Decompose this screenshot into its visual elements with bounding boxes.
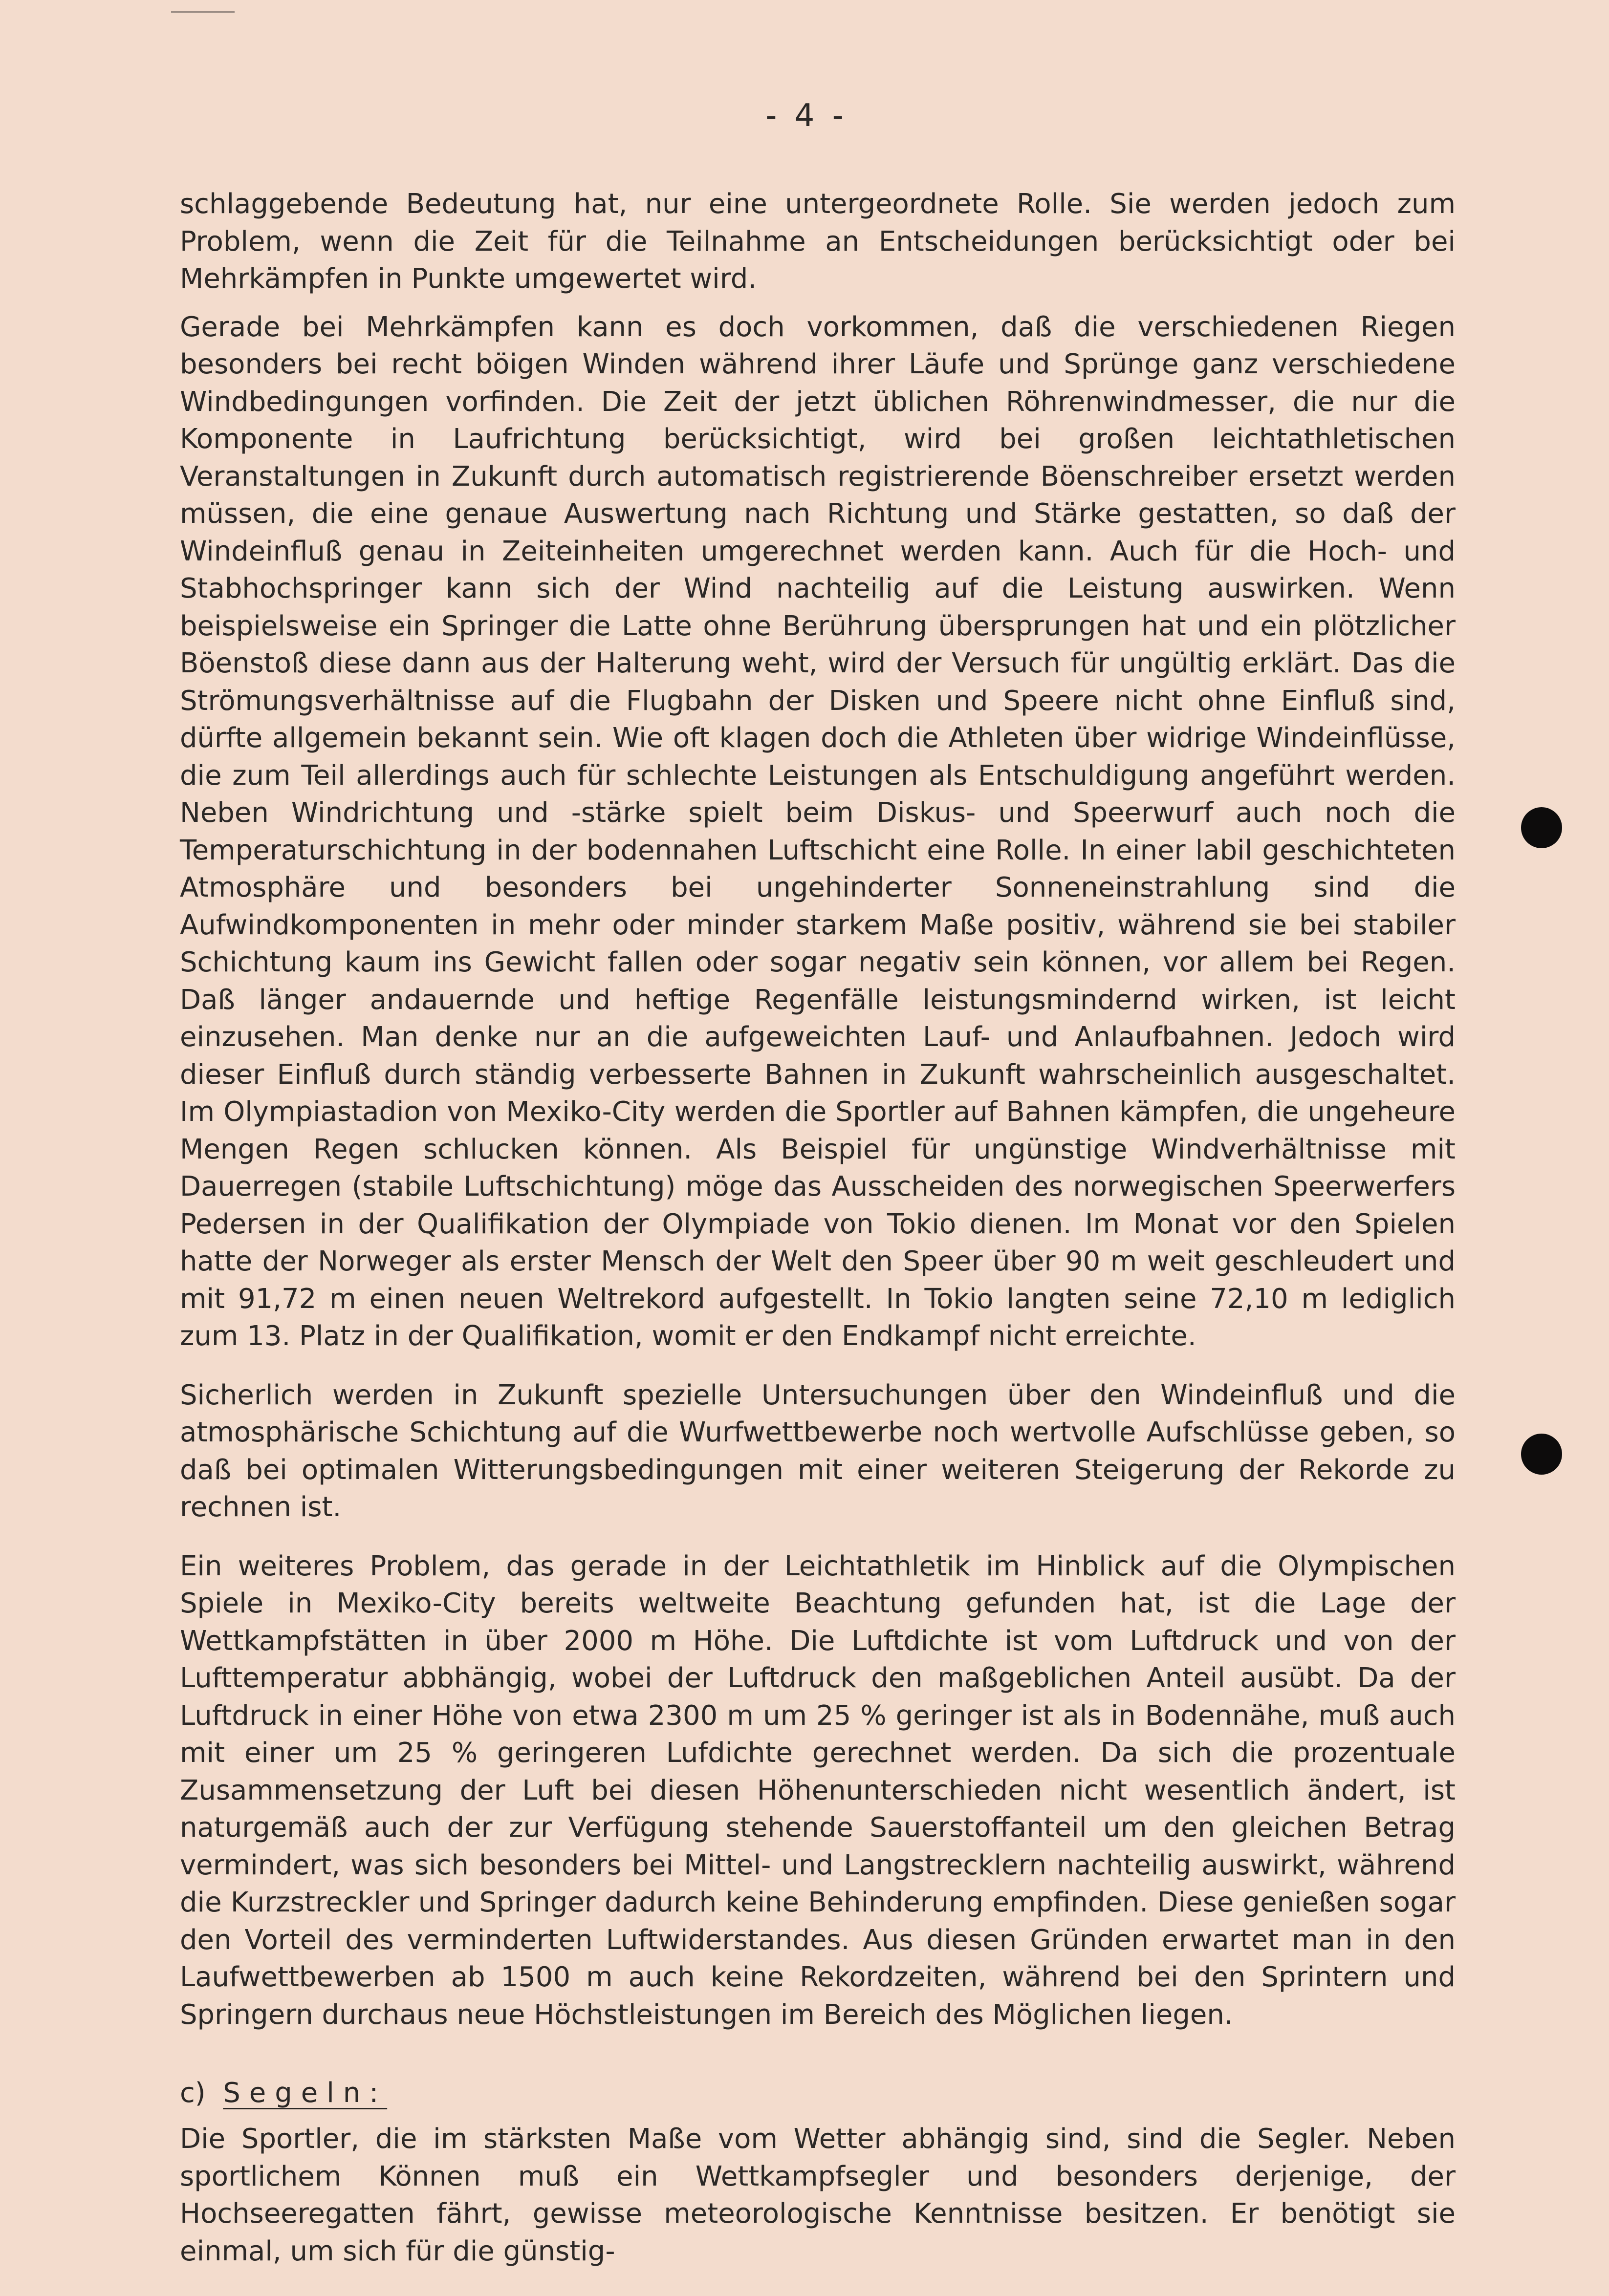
paragraph-altitude: Ein weiteres Problem, das gerade in der Leichtathletik im Hinblick auf die Olympischen Spiele in Mexiko-City bereits weltweite Beachtung gefunden hat, ist die Lage der Wettkampfstätten in über 2000 m Höhe. Die Luftdichte ist vom Luftdruck und von der Lufttemperatur abbhängig, wobei der Luftdruck den maßgeblichen Anteil ausübt. Da der Luftdruck in einer Höhe von etwa 2300 m um 25 % geringer ist als in Bodennähe, muß auch mit einer um 25 % geringeren Lufdichte gerechnet werden. Da sich die prozentuale Zusammensetzung der Luft bei diesen Höhenunterschieden nicht wesentlich ändert, ist naturgemäß auch der zur Verfügung stehende Sauerstoffanteil um den gleichen Betrag vermindert, was sich besonders bei Mittel- und Langstrecklern nachteilig auswirkt, während die Kurzstreckler und Springer dadurch keine Behinderung empfinden. Diese genießen sogar den Vorteil des verminderten Luftwiderstandes. Aus diesen Gründen erwartet man in den Laufwettbewerben ab 1500 m auch keine Rekordzeiten, während bei den Sprintern und Springern durchaus neue Höchstleistungen im Bereich des Möglichen liegen. <box>180 1550 1456 2031</box>
paragraph-wind-effects: Gerade bei Mehrkämpfen kann es doch vorkommen, daß die verschiedenen Riegen besonders bei recht böigen Winden während ihrer Läufe und Sprünge ganz verschiedene Windbedingungen vorfinden. Die Zeit der jetzt üblichen Röhrenwindmesser, die nur die Komponente in Laufrichtung berücksichtigt, wird bei großen leichtathletischen Veranstaltungen in Zukunft durch automatisch registrierende Böenschreiber ersetzt werden müssen, die eine genaue Auswertung nach Richtung und Stärke gestatten, so daß der Windeinfluß genau in Zeiteinheiten umgerechnet werden kann. Auch für die Hoch- und Stabhochspringer kann sich der Wind nachteilig auf die Leistung auswirken. Wenn beispielsweise ein Springer die Latte ohne Berührung übersprungen hat und ein plötzlicher Böenstoß diese dann aus der Halterung weht, wird der Versuch für ungültig erklärt. Das die Strömungsverhältnisse auf die Flugbahn der Disken und Speere nicht ohne Einfluß sind, dürfte allgemein bekannt sein. Wie oft klagen doch die Athleten über widrige Windeinflüsse, die zum Teil allerdings auch für schlechte Leistungen als Entschuldigung angeführt werden. Neben Windrichtung und -stärke spielt beim Diskus- und Speerwurf auch noch die Temperaturschichtung in der bodennahen Luftschicht eine Rolle. In einer labil geschichteten Atmosphäre und besonders bei ungehinderter Sonneneinstrahlung sind die Aufwindkomponenten in mehr oder minder starkem Maße positiv, während sie bei stabiler Schichtung kaum ins Gewicht fallen oder sogar negativ sein können, vor allem bei Regen. Daß länger andauernde und heftige Regenfälle leistungsmindernd wirken, ist leicht einzusehen. Man denke nur an die aufgeweichten Lauf- und Anlaufbahnen. Jedoch wird dieser Einfluß durch ständig verbesserte Bahnen in Zukunft wahrscheinlich ausgeschaltet. Im Olympiastadion von Mexiko-City werden die Sportler auf Bahnen kämpfen, die ungeheure Mengen Regen schlucken können. Als Beispiel für ungünstige Windverhältnisse mit Dauerregen (stabile Luftschichtung) möge das Ausscheiden des norwegischen Speerwerfers Pedersen in der Qualifikation der Olympiade von Tokio dienen. Im Monat vor den Spielen hatte der Norweger als erster Mensch der Welt den Speer über 90 m weit geschleudert und mit 91,72 m einen neuen Weltrekord aufgestellt. In Tokio langten seine 72,10 m lediglich zum 13. Platz in der Qualifikation, womit er den Endkampf nicht erreichte. <box>180 311 1456 1352</box>
punch-hole-upper <box>1521 807 1562 848</box>
paragraph-future-research: Sicherlich werden in Zukunft spezielle Untersuchungen über den Windeinfluß und die atmosphärische Schichtung auf die Wurfwettbewerbe noch wertvolle Aufschlüsse geben, so daß bei optimalen Witterungsbedingungen mit einer weiteren Steigerung der Rekorde zu rechnen ist. <box>180 1379 1456 1523</box>
paragraph-intro: schlaggebende Bedeutung hat, nur eine untergeordnete Rolle. Sie werden jedoch zum Problem, wenn die Zeit für die Teilnahme an Entscheidungen berücksichtigt oder bei Mehrkämpfen in Punkte umgewertet wird. <box>180 188 1456 295</box>
section-marker: c) <box>180 2077 206 2109</box>
corner-mark <box>171 11 235 13</box>
section-heading <box>180 2075 1456 2112</box>
page-number: - 4 - <box>765 98 848 134</box>
section-title: Segeln: <box>223 2077 388 2109</box>
paragraph-sailing: Die Sportler, die im stärksten Maße vom Wetter abhängig sind, sind die Segler. Neben sportlichem Können muß ein Wettkampfsegler und besonders derjenige, der Hochseeregatten fährt, gewisse meteorologische Kenntnisse besitzen. Er benötigt sie einmal, um sich für die günstig- <box>180 2123 1456 2267</box>
punch-hole-lower <box>1521 1434 1562 1475</box>
document-body <box>180 186 1456 2292</box>
